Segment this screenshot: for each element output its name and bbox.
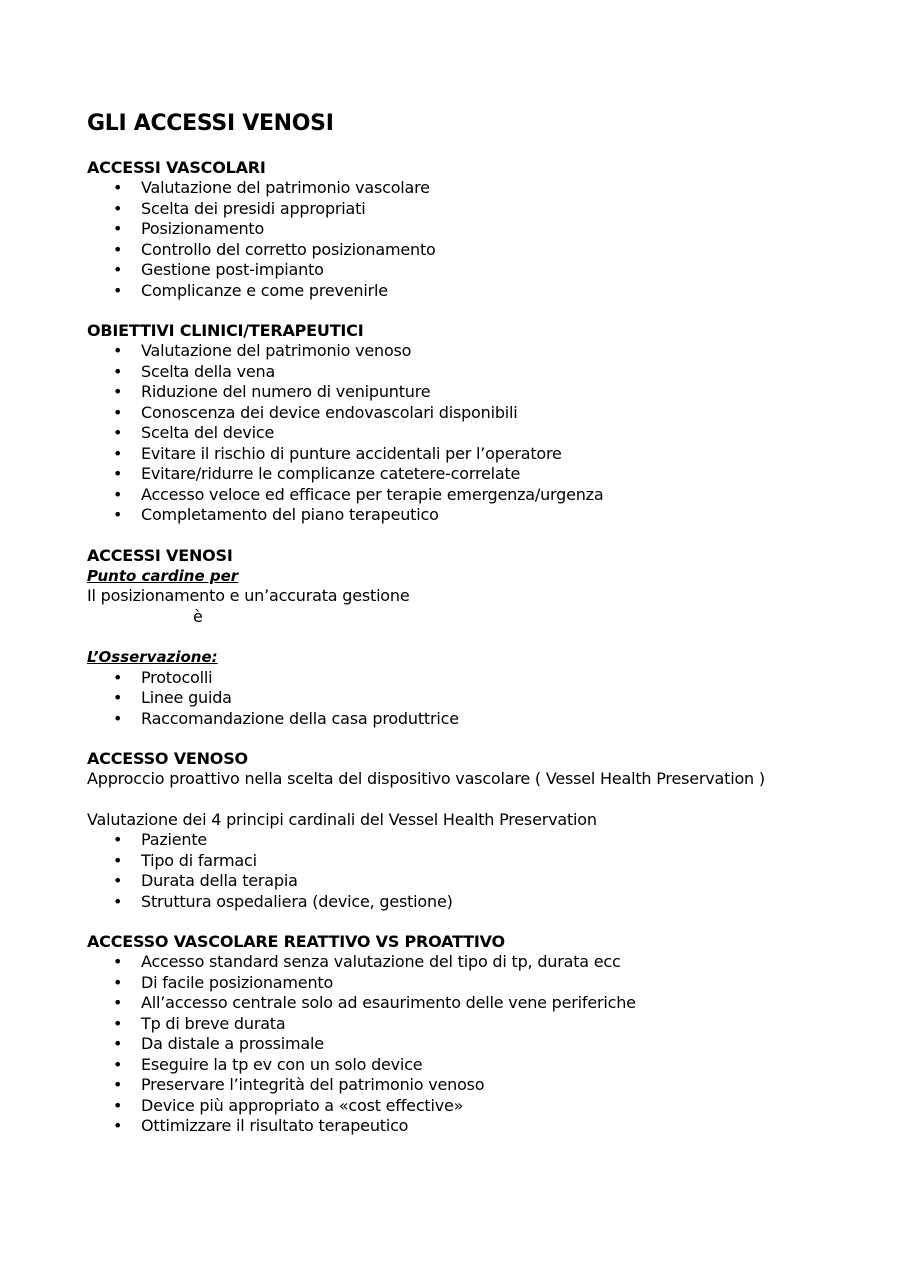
list-item: • Valutazione del patrimonio vascolare [87, 178, 867, 199]
list-item: • Protocolli [87, 668, 867, 689]
bullet-list [87, 668, 867, 730]
section-accesso-venoso [87, 749, 867, 912]
section-heading: OBIETTIVI CLINICI/TERAPEUTICI [87, 321, 364, 340]
list-item: • Accesso veloce ed efficace per terapie emergenza/urgenza [87, 485, 867, 506]
list-item: • Struttura ospedaliera (device, gestione) [87, 892, 867, 913]
list-item: • Paziente [87, 830, 867, 851]
paragraph: Approccio proattivo nella scelta del dispositivo vascolare ( Vessel Health Preservation ) [87, 769, 765, 788]
list-item: • Scelta del device [87, 423, 867, 444]
spacer [87, 627, 867, 647]
section-reattivo-vs-proattivo [87, 932, 867, 1137]
section-accessi-vascolari [87, 158, 867, 301]
paragraph: è [193, 606, 203, 626]
section-obiettivi [87, 321, 867, 526]
section-heading: ACCESSO VASCOLARE REATTIVO VS PROATTIVO [87, 932, 505, 951]
section-heading: ACCESSO VENOSO [87, 749, 248, 768]
bullet-list [87, 952, 867, 1137]
subheading: L’Osservazione: [87, 648, 218, 666]
list-item: • Gestione post-impianto [87, 260, 867, 281]
list-item: • Da distale a prossimale [87, 1034, 867, 1055]
bullet-list [87, 830, 867, 912]
list-item: • Device più appropriato a «cost effective» [87, 1096, 867, 1117]
list-item: • Riduzione del numero di venipunture [87, 382, 867, 403]
list-item: • Posizionamento [87, 219, 867, 240]
paragraph: Valutazione dei 4 principi cardinali del Vessel Health Preservation [87, 809, 597, 829]
list-item: • All’accesso centrale solo ad esaurimento delle vene periferiche [87, 993, 867, 1014]
list-item: • Eseguire la tp ev con un solo device [87, 1055, 867, 1076]
spacer [87, 790, 867, 810]
list-item: • Scelta della vena [87, 362, 867, 383]
paragraph: Il posizionamento e un’accurata gestione [87, 586, 410, 605]
list-item: • Durata della terapia [87, 871, 867, 892]
list-item: • Evitare il rischio di punture accidentali per l’operatore [87, 444, 867, 465]
list-item: • Scelta dei presidi appropriati [87, 199, 867, 220]
list-item: • Ottimizzare il risultato terapeutico [87, 1116, 867, 1137]
section-heading: ACCESSI VASCOLARI [87, 158, 266, 177]
list-item: • Evitare/ridurre le complicanze catetere-correlate [87, 464, 867, 485]
list-item: • Preservare l’integrità del patrimonio venoso [87, 1075, 867, 1096]
list-item: • Tp di breve durata [87, 1014, 867, 1035]
document-title: GLI ACCESSI VENOSI [87, 111, 334, 136]
list-item: • Conoscenza dei device endovascolari disponibili [87, 403, 867, 424]
bullet-list [87, 178, 867, 301]
list-item: • Accesso standard senza valutazione del tipo di tp, durata ecc [87, 952, 867, 973]
list-item: • Tipo di farmaci [87, 851, 867, 872]
bullet-list [87, 341, 867, 526]
list-item: • Raccomandazione della casa produttrice [87, 709, 867, 730]
list-item: • Completamento del piano terapeutico [87, 505, 867, 526]
list-item: • Valutazione del patrimonio venoso [87, 341, 867, 362]
list-item: • Controllo del corretto posizionamento [87, 240, 867, 261]
list-item: • Linee guida [87, 688, 867, 709]
section-accessi-venosi [87, 546, 867, 730]
subheading: Punto cardine per [87, 566, 239, 585]
document-page [87, 108, 867, 1157]
section-heading: ACCESSI VENOSI [87, 545, 233, 565]
list-item: • Complicanze e come prevenirle [87, 281, 867, 302]
list-item: • Di facile posizionamento [87, 973, 867, 994]
